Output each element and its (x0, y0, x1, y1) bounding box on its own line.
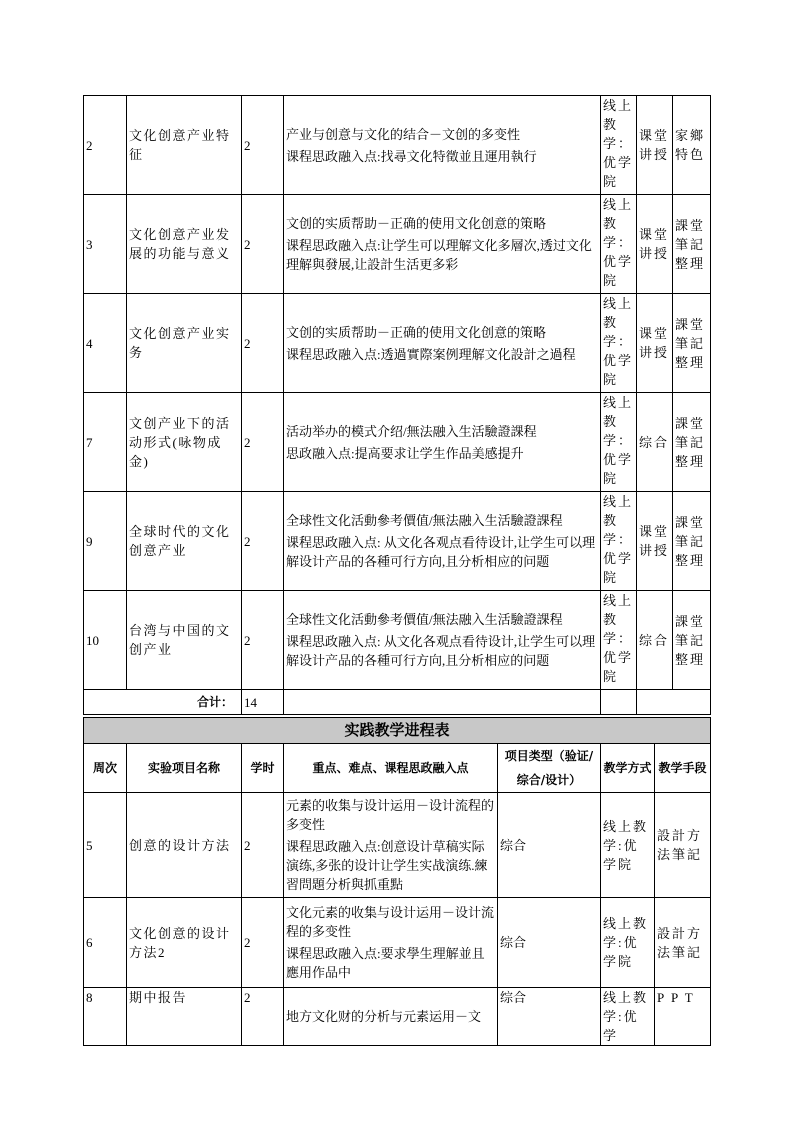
content-line: 文创的实质帮助－正确的使用文化创意的策略 (286, 324, 547, 340)
content-cell (284, 96, 601, 195)
method-cell: 课堂讲授 (637, 294, 673, 393)
mode-cell: 线上教学：优学院 (601, 96, 637, 195)
total-label: 合计： (84, 690, 242, 715)
content-cell (284, 591, 601, 690)
week-cell: 9 (84, 492, 127, 591)
practice-schedule-table (83, 717, 711, 1046)
content-cell (284, 793, 498, 898)
week-cell: 2 (84, 96, 127, 195)
content-line: 地方文化财的分析与元素运用－文 (286, 1009, 482, 1024)
type-cell: 综合 (498, 988, 601, 1046)
hours-cell: 2 (242, 898, 284, 988)
mode-cell: 线上教学：优学院 (601, 294, 637, 393)
hours-cell: 2 (242, 988, 284, 1046)
week-cell: 7 (84, 393, 127, 492)
means-cell: 課堂筆記整理 (673, 195, 711, 294)
week-cell: 3 (84, 195, 127, 294)
content-cell (284, 988, 498, 1046)
content-line: 课程思政融入点: 从文化各观点看待设计,让学生可以理解设计产品的各種可行方向,且分析相应的问题 (286, 634, 596, 668)
method-cell: 课堂讲授 (637, 96, 673, 195)
name-cell: 全球时代的文化创意产业 (127, 492, 242, 591)
name-cell: 文化创意产业发展的功能与意义 (127, 195, 242, 294)
table-row (84, 195, 711, 294)
content-cell (284, 195, 601, 294)
week-cell: 4 (84, 294, 127, 393)
header-mode: 教学方式 (601, 744, 655, 793)
method-cell: 综合 (637, 591, 673, 690)
content-cell (284, 492, 601, 591)
content-line: 课程思政融入点:创意设计草稿实际演练,多张的设计让学生实战演练.練習問題分析與抓重點 (286, 839, 488, 892)
total-hours: 14 (242, 690, 284, 715)
header-hours: 学时 (242, 744, 284, 793)
theory-schedule-table (83, 95, 711, 715)
table-row (84, 294, 711, 393)
content-cell (284, 393, 601, 492)
practice-header-row (84, 744, 711, 793)
content-line: 课程思政融入点: 从文化各观点看待设计,让学生可以理解设计产品的各種可行方向,且分析相应的问题 (286, 535, 596, 569)
content-line: 元素的收集与设计运用－设计流程的多变性 (286, 798, 495, 832)
content-line: 产业与创意与文化的结合－文创的多变性 (286, 126, 521, 142)
method-cell: 课堂讲授 (637, 195, 673, 294)
table-row (84, 591, 711, 690)
week-cell: 8 (84, 988, 127, 1046)
week-cell: 10 (84, 591, 127, 690)
name-cell: 期中报告 (127, 988, 242, 1046)
practice-table-title: 实践教学进程表 (84, 718, 711, 744)
content-line: 文创的实质帮助－正确的使用文化创意的策略 (286, 216, 547, 231)
name-cell: 文化创意的设计方法2 (127, 898, 242, 988)
type-cell: 综合 (498, 793, 601, 898)
content-line: 课程思政融入点:让学生可以理解文化多層次,透过文化理解與發展,让設計生活更多彩 (286, 238, 592, 272)
content-cell (284, 294, 601, 393)
header-means: 教学手段 (655, 744, 711, 793)
table-row (84, 898, 711, 988)
content-line: 课程思政融入点:找尋文化特徵並且運用執行 (286, 148, 537, 164)
type-cell: 综合 (498, 898, 601, 988)
header-content: 重点、难点、课程思政融入点 (284, 744, 498, 793)
means-cell: 設計方法筆記 (655, 793, 711, 898)
content-line: 课程思政融入点:要求學生理解並且應用作品中 (286, 946, 485, 980)
header-name: 实验项目名称 (127, 744, 242, 793)
content-line: 全球性文化活動參考價值/無法融入生活驗證課程 (286, 513, 563, 528)
content-line: 文化元素的收集与设计运用－设计流程的多变性 (286, 905, 495, 939)
hours-cell: 2 (242, 591, 284, 690)
mode-cell: 线上教学:优学院 (601, 793, 655, 898)
name-cell: 文创产业下的活动形式(咏物成金) (127, 393, 242, 492)
total-row (84, 690, 711, 715)
hours-cell: 2 (242, 195, 284, 294)
name-cell: 文化创意产业实务 (127, 294, 242, 393)
means-cell: 課堂筆記整理 (673, 294, 711, 393)
means-cell: 課堂筆記整理 (673, 591, 711, 690)
mode-cell: 线上教学：优学院 (601, 195, 637, 294)
table-row (84, 492, 711, 591)
header-type: 项目类型（验证/综合/设计） (498, 744, 601, 793)
hours-cell: 2 (242, 294, 284, 393)
means-cell: 課堂筆記整理 (673, 393, 711, 492)
week-cell: 6 (84, 898, 127, 988)
means-cell: 課堂筆記整理 (673, 492, 711, 591)
week-cell: 5 (84, 793, 127, 898)
content-line: 全球性文化活動參考價值/無法融入生活驗證課程 (286, 612, 563, 627)
name-cell: 文化创意产业特征 (127, 96, 242, 195)
content-line: 活动举办的模式介绍/無法融入生活驗證課程 (286, 423, 537, 439)
content-line: 课程思政融入点:透過實際案例理解文化設計之過程 (286, 346, 576, 362)
name-cell: 台湾与中国的文创产业 (127, 591, 242, 690)
content-line: 思政融入点:提高要求让学生作品美感提升 (286, 445, 524, 461)
means-cell: 家鄉特色 (673, 96, 711, 195)
mode-cell: 线上教学：优学院 (601, 492, 637, 591)
name-cell: 创意的设计方法 (127, 793, 242, 898)
mode-cell: 线上教学：优学院 (601, 591, 637, 690)
table-row (84, 393, 711, 492)
means-cell: P P T (655, 988, 711, 1046)
hours-cell: 2 (242, 492, 284, 591)
method-cell: 课堂讲授 (637, 492, 673, 591)
hours-cell: 2 (242, 793, 284, 898)
table-row (84, 96, 711, 195)
mode-cell: 线上教学：优学院 (601, 393, 637, 492)
means-cell: 設計方法筆記 (655, 898, 711, 988)
mode-cell: 线上教学:优学院 (601, 898, 655, 988)
mode-cell: 线上教学:优学 (601, 988, 655, 1046)
table-row (84, 988, 711, 1046)
hours-cell: 2 (242, 393, 284, 492)
hours-cell: 2 (242, 96, 284, 195)
method-cell: 综合 (637, 393, 673, 492)
table-row (84, 793, 711, 898)
content-cell (284, 898, 498, 988)
header-week: 周次 (84, 744, 127, 793)
